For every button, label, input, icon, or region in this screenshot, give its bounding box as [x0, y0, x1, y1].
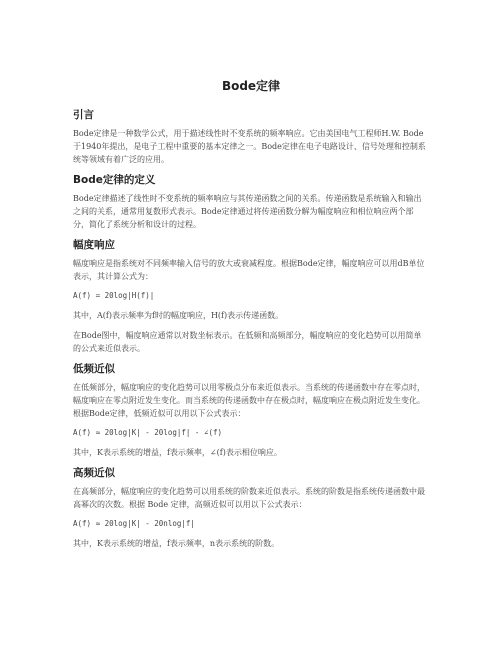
paragraph: 其中，K表示系统的增益，f表示频率，∠(f)表示相位响应。 — [73, 448, 282, 457]
section-heading: Bode定律的定义 — [73, 174, 156, 186]
document-page — [73, 78, 429, 557]
paragraph: 在高频部分，幅度响应的变化趋势可以用系统的阶数来近似表示。系统的阶数是指系统传递函数中最高幂次的次数。根据 Bode 定律，高频近似可以用以下公式表示： — [73, 487, 425, 509]
paragraph: 在低频部分，幅度响应的变化趋势可以用零极点分布来近似表示。当系统的传递函数中存在零点时，幅度响应在零点附近发生变化。而当系统的传递函数中存在极点时，幅度响应在极点附近发生变化。根据Bode定律，低频近似可以用以下公式表示： — [73, 383, 425, 418]
section-intro — [73, 108, 429, 166]
section-heading: 引言 — [73, 109, 94, 121]
paragraph: Bode定律描述了线性时不变系统的频率响应与其传递函数之间的关系。传递函数是系统输入和输出之间的关系，通常用复数形式表示。Bode定律通过将传递函数分解为幅度响应和相位响应两个部分，简化了系统分析和设计的过程。 — [73, 194, 422, 229]
formula: A(f) ≈ 20log|K| - 20nlog|f| — [73, 519, 195, 528]
section-low-frequency — [73, 362, 429, 459]
section-high-frequency — [73, 466, 429, 550]
section-magnitude — [73, 238, 429, 355]
formula: A(f) = 20log|H(f)| — [73, 291, 155, 300]
formula: A(f) ≈ 20log|K| - 20log|f| - ∠(f) — [73, 428, 223, 437]
document-title: Bode定律 — [221, 79, 281, 93]
paragraph: 其中，A(f)表示频率为f时的幅度响应，H(f)表示传递函数。 — [73, 311, 284, 320]
paragraph: 幅度响应是指系统对不同频率输入信号的放大或衰减程度。根据Bode定律，幅度响应可以用dB单位表示，其计算公式为： — [73, 259, 425, 281]
section-definition — [73, 173, 429, 231]
paragraph: 其中，K表示系统的增益，f表示频率，n表示系统的阶数。 — [73, 539, 280, 548]
section-heading: 低频近似 — [73, 363, 115, 375]
paragraph: 在Bode图中，幅度响应通常以对数坐标表示。在低频和高频部分，幅度响应的变化趋势可以用简单的公式来近似表示。 — [73, 331, 422, 353]
section-heading: 高频近似 — [73, 467, 115, 479]
section-heading: 幅度响应 — [73, 239, 115, 251]
paragraph: Bode定律是一种数学公式，用于描述线性时不变系统的频率响应。它由美国电气工程师H.W. Bode于1940年提出，是电子工程中重要的基本定律之一。Bode定律在电子电路设计、信号处理和控制系统等领域有着广泛的应用。 — [73, 129, 426, 164]
